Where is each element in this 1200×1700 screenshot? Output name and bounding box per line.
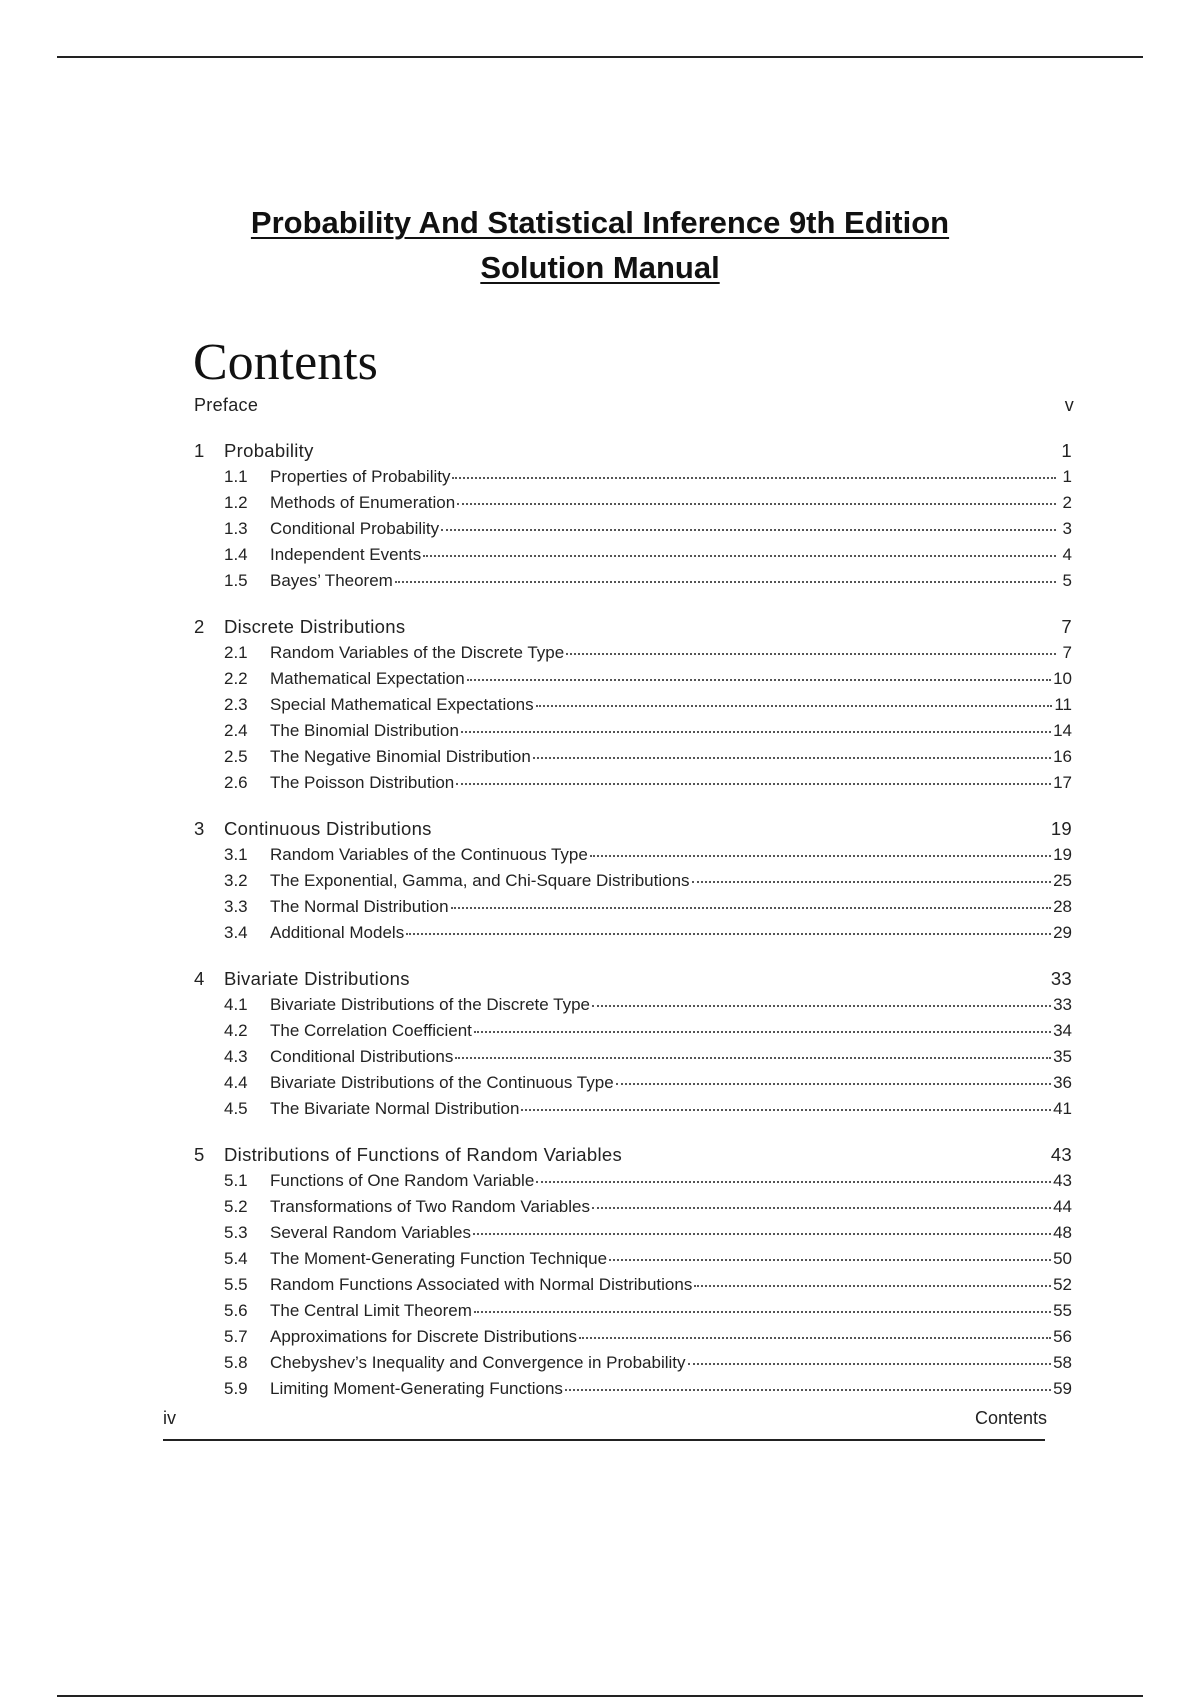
toc-section-row[interactable] — [194, 920, 1074, 946]
toc-section-page: 7 — [1062, 643, 1072, 662]
toc-section-title: The Correlation Coefficient — [270, 1021, 472, 1040]
toc-dot-leader — [692, 875, 1052, 883]
toc-section-number: 4.4 — [224, 1073, 248, 1092]
toc-section-number: 1.1 — [224, 467, 248, 486]
toc-chapter-gap — [194, 796, 1074, 816]
toc-dot-leader — [592, 1201, 1051, 1209]
toc-section-title: The Normal Distribution — [270, 897, 449, 916]
toc-dot-leader — [423, 549, 1056, 557]
toc-chapter-row[interactable] — [194, 614, 1074, 640]
toc-section-number: 3.1 — [224, 845, 248, 864]
toc-section-title: Approximations for Discrete Distributions — [270, 1327, 578, 1346]
toc-section-page: 10 — [1053, 669, 1072, 688]
toc-section-title: The Exponential, Gamma, and Chi-Square Distributions — [270, 871, 690, 890]
toc-section-row[interactable] — [194, 868, 1074, 894]
toc-section-page: 43 — [1053, 1171, 1072, 1190]
toc-chapter-page: 1 — [1061, 440, 1072, 461]
toc-preface-page: v — [1064, 395, 1074, 415]
toc-chapter-title: Probability — [224, 440, 314, 461]
toc-section-page: 1 — [1062, 467, 1072, 486]
toc-preface-label: Preface — [194, 395, 259, 415]
table-of-contents — [194, 392, 1074, 1402]
toc-section-number: 2.3 — [224, 695, 248, 714]
toc-section-title: Methods of Enumeration — [270, 493, 456, 512]
footer-page-number: iv — [163, 1408, 176, 1428]
toc-section-page: 44 — [1053, 1197, 1072, 1216]
toc-dot-leader — [536, 699, 1053, 707]
toc-section-title: Special Mathematical Expectations — [270, 695, 534, 714]
toc-section-number: 2.4 — [224, 721, 248, 740]
toc-dot-leader — [473, 1227, 1051, 1235]
toc-section-title: Random Functions Associated with Normal Distributions — [270, 1275, 693, 1294]
toc-section-title: Random Variables of the Discrete Type — [270, 643, 565, 662]
toc-section-page: 59 — [1053, 1379, 1072, 1398]
toc-section-number: 1.5 — [224, 571, 248, 590]
toc-section-page: 48 — [1053, 1223, 1072, 1242]
toc-chapter-number: 3 — [194, 818, 205, 839]
toc-section-page: 5 — [1062, 571, 1072, 590]
toc-chapter-gap — [194, 594, 1074, 614]
toc-section-row[interactable] — [194, 490, 1074, 516]
toc-dot-leader — [694, 1279, 1051, 1287]
toc-chapter-title: Bivariate Distributions — [224, 968, 410, 989]
toc-section-row[interactable] — [194, 1070, 1074, 1096]
toc-section-number: 3.4 — [224, 923, 248, 942]
toc-section-number: 5.2 — [224, 1197, 248, 1216]
toc-section-title: Mathematical Expectation — [270, 669, 465, 688]
contents-heading: Contents — [193, 334, 378, 391]
title-line-2: Solution Manual — [480, 250, 720, 285]
toc-section-number: 1.4 — [224, 545, 248, 564]
toc-section-title: The Bivariate Normal Distribution — [270, 1099, 520, 1118]
toc-preface-row[interactable] — [194, 392, 1074, 418]
toc-section-title: Random Variables of the Continuous Type — [270, 845, 588, 864]
toc-section-row[interactable] — [194, 1168, 1074, 1194]
toc-section-number: 4.3 — [224, 1047, 248, 1066]
toc-section-number: 5.7 — [224, 1327, 248, 1346]
toc-section-page: 35 — [1053, 1047, 1072, 1066]
toc-section-row[interactable] — [194, 1096, 1074, 1122]
toc-chapter-row[interactable] — [194, 816, 1074, 842]
toc-section-title: Several Random Variables — [270, 1223, 471, 1242]
toc-section-row[interactable] — [194, 1376, 1074, 1402]
toc-chapter-title: Continuous Distributions — [224, 818, 432, 839]
toc-section-row[interactable] — [194, 1324, 1074, 1350]
toc-section-row[interactable] — [194, 666, 1074, 692]
toc-section-title: Additional Models — [270, 923, 405, 942]
toc-section-title: Limiting Moment-Generating Functions — [270, 1379, 563, 1398]
toc-section-title: Functions of One Random Variable — [270, 1171, 535, 1190]
toc-section-page: 28 — [1053, 897, 1072, 916]
toc-section-row[interactable] — [194, 744, 1074, 770]
toc-dot-leader — [474, 1025, 1051, 1033]
toc-chapter-number: 2 — [194, 616, 205, 637]
toc-chapter-gap — [194, 946, 1074, 966]
toc-section-title: Chebyshev’s Inequality and Convergence in Probability — [270, 1353, 686, 1372]
toc-chapter-page: 33 — [1050, 968, 1072, 989]
toc-section-row[interactable] — [194, 464, 1074, 490]
toc-dot-leader — [406, 927, 1051, 935]
toc-chapter-number: 5 — [194, 1144, 205, 1165]
toc-section-page: 14 — [1053, 721, 1072, 740]
toc-dot-leader — [395, 575, 1056, 583]
toc-section-title: The Central Limit Theorem — [270, 1301, 472, 1320]
toc-dot-leader — [441, 523, 1056, 531]
footer-running-title: Contents — [974, 1408, 1047, 1428]
toc-section-page: 16 — [1053, 747, 1072, 766]
toc-dot-leader — [688, 1357, 1052, 1365]
toc-section-row[interactable] — [194, 1044, 1074, 1070]
toc-section-title: Independent Events — [270, 545, 422, 564]
toc-section-title: The Poisson Distribution — [270, 773, 455, 792]
toc-dot-leader — [592, 999, 1051, 1007]
toc-section-number: 2.1 — [224, 643, 248, 662]
toc-section-row[interactable] — [194, 542, 1074, 568]
toc-dot-leader — [467, 673, 1051, 681]
toc-dot-leader — [461, 725, 1051, 733]
toc-section-title: Transformations of Two Random Variables — [270, 1197, 590, 1216]
toc-section-row[interactable] — [194, 692, 1074, 718]
toc-chapter-page: 19 — [1050, 818, 1072, 839]
toc-chapter-page: 7 — [1061, 616, 1072, 637]
toc-section-page: 17 — [1053, 773, 1072, 792]
toc-section-number: 4.5 — [224, 1099, 248, 1118]
toc-section-page: 25 — [1053, 871, 1072, 890]
toc-chapter-number: 1 — [194, 440, 205, 461]
toc-section-number: 2.2 — [224, 669, 248, 688]
toc-section-page: 50 — [1053, 1249, 1072, 1268]
toc-dot-leader — [616, 1077, 1051, 1085]
toc-section-number: 5.9 — [224, 1379, 248, 1398]
toc-section-row[interactable] — [194, 1018, 1074, 1044]
toc-section-number: 3.2 — [224, 871, 248, 890]
toc-section-row[interactable] — [194, 1220, 1074, 1246]
toc-dot-leader — [579, 1331, 1051, 1339]
toc-section-page: 29 — [1053, 923, 1072, 942]
toc-section-page: 36 — [1053, 1073, 1072, 1092]
toc-dot-leader — [609, 1253, 1051, 1261]
toc-section-page: 41 — [1053, 1099, 1072, 1118]
document-title — [0, 200, 1200, 290]
toc-dot-leader — [455, 1051, 1051, 1059]
toc-section-row[interactable] — [194, 770, 1074, 796]
toc-chapter-gap — [194, 1122, 1074, 1142]
toc-section-number: 5.6 — [224, 1301, 248, 1320]
footer-rule — [163, 1439, 1045, 1441]
toc-section-number: 2.6 — [224, 773, 248, 792]
toc-section-title: Bivariate Distributions of the Continuous Type — [270, 1073, 614, 1092]
toc-section-page: 56 — [1053, 1327, 1072, 1346]
toc-section-title: Conditional Distributions — [270, 1047, 454, 1066]
toc-section-row[interactable] — [194, 894, 1074, 920]
toc-section-number: 5.1 — [224, 1171, 248, 1190]
title-line-1: Probability And Statistical Inference 9th Edition — [250, 205, 950, 240]
toc-section-number: 5.8 — [224, 1353, 248, 1372]
toc-section-row[interactable] — [194, 718, 1074, 744]
toc-chapter-title: Distributions of Functions of Random Variables — [224, 1144, 623, 1165]
toc-section-number: 1.3 — [224, 519, 248, 538]
toc-dot-leader — [533, 751, 1051, 759]
top-rule — [57, 56, 1143, 58]
toc-dot-leader — [456, 777, 1051, 785]
toc-section-number: 5.3 — [224, 1223, 248, 1242]
toc-section-title: The Binomial Distribution — [270, 721, 459, 740]
toc-section-page: 4 — [1062, 545, 1072, 564]
toc-section-page: 33 — [1053, 995, 1072, 1014]
toc-dot-leader — [590, 849, 1051, 857]
toc-section-number: 4.2 — [224, 1021, 248, 1040]
toc-section-title: Conditional Probability — [270, 519, 440, 538]
toc-section-number: 2.5 — [224, 747, 248, 766]
toc-section-page: 52 — [1053, 1275, 1072, 1294]
toc-section-page: 55 — [1053, 1301, 1072, 1320]
toc-dot-leader — [451, 901, 1052, 909]
toc-section-row[interactable] — [194, 1272, 1074, 1298]
toc-section-row[interactable] — [194, 842, 1074, 868]
toc-section-page: 11 — [1054, 695, 1072, 714]
toc-section-number: 3.3 — [224, 897, 248, 916]
toc-section-page: 58 — [1053, 1353, 1072, 1372]
toc-dot-leader — [457, 497, 1056, 505]
toc-section-page: 34 — [1053, 1021, 1072, 1040]
toc-dot-leader — [452, 471, 1056, 479]
toc-chapter-title: Discrete Distributions — [224, 616, 406, 637]
toc-section-row[interactable] — [194, 640, 1074, 666]
toc-section-page: 2 — [1062, 493, 1072, 512]
toc-section-number: 1.2 — [224, 493, 248, 512]
toc-section-title: Properties of Probability — [270, 467, 451, 486]
toc-chapter-row[interactable] — [194, 1142, 1074, 1168]
toc-dot-leader — [565, 1383, 1051, 1391]
toc-section-number: 5.5 — [224, 1275, 248, 1294]
toc-section-row[interactable] — [194, 992, 1074, 1018]
toc-section-number: 4.1 — [224, 995, 248, 1014]
toc-dot-leader — [536, 1175, 1051, 1183]
toc-dot-leader — [474, 1305, 1051, 1313]
toc-section-title: The Moment-Generating Function Technique — [270, 1249, 608, 1268]
toc-section-page: 19 — [1053, 845, 1072, 864]
bottom-rule — [57, 1695, 1143, 1697]
toc-section-number: 5.4 — [224, 1249, 248, 1268]
toc-chapter-page: 43 — [1050, 1144, 1072, 1165]
toc-section-row[interactable] — [194, 568, 1074, 594]
toc-section-title: Bayes’ Theorem — [270, 571, 393, 590]
toc-section-row[interactable] — [194, 1246, 1074, 1272]
toc-chapter-row[interactable] — [194, 438, 1074, 464]
toc-dot-leader — [521, 1103, 1051, 1111]
toc-section-title: Bivariate Distributions of the Discrete Type — [270, 995, 590, 1014]
toc-section-row[interactable] — [194, 1298, 1074, 1324]
toc-section-row[interactable] — [194, 516, 1074, 542]
toc-dot-leader — [566, 647, 1056, 655]
toc-chapter-row[interactable] — [194, 966, 1074, 992]
toc-chapter-number: 4 — [194, 968, 205, 989]
toc-section-page: 3 — [1062, 519, 1072, 538]
toc-section-title: The Negative Binomial Distribution — [270, 747, 531, 766]
toc-section-row[interactable] — [194, 1350, 1074, 1376]
toc-section-row[interactable] — [194, 1194, 1074, 1220]
toc-chapter-gap — [194, 418, 1074, 438]
